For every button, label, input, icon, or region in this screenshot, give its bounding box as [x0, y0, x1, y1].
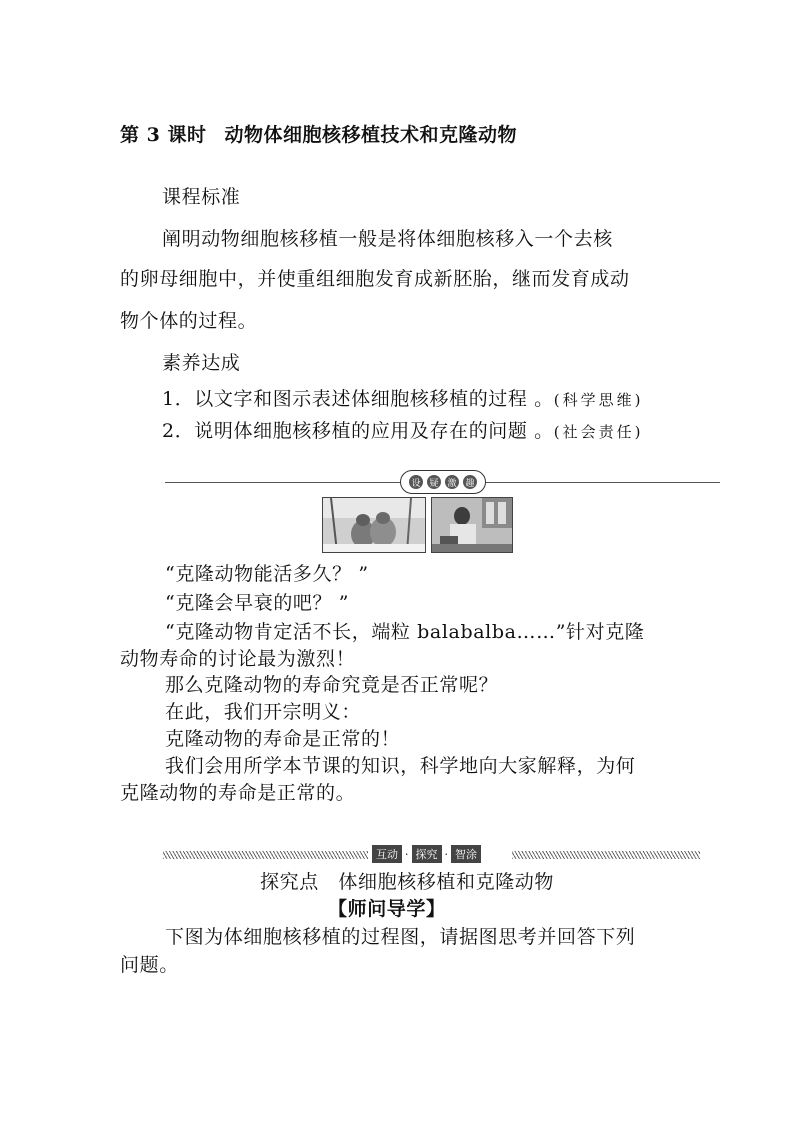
literacy-item-text: 1．以文字和图示表述体细胞核移植的过程 。	[162, 388, 554, 410]
intro-line: “克隆动物能活多久？ ”	[165, 563, 369, 585]
intro-line: “克隆动物肯定活不长，端粒 balabalba……”针对克隆	[165, 621, 645, 643]
lab-photo	[431, 497, 513, 553]
section-divider-right	[512, 851, 700, 859]
explore-title: 探究点 体细胞核移植和克隆动物	[260, 871, 555, 893]
intro-line: 在此，我们开宗明义：	[165, 701, 362, 723]
intro-line: 克隆动物的寿命是正常的。	[120, 782, 356, 804]
intro-line: 动物寿命的讨论最为激烈！	[120, 648, 356, 670]
intro-line: 我们会用所学本节课的知识，科学地向大家解释，为何	[165, 755, 636, 777]
intro-line: “克隆会早衰的吧？ ”	[165, 592, 350, 614]
section-badge: 互动 · 探究 · 智涂	[372, 845, 481, 863]
lesson-title	[120, 120, 517, 147]
intro-line: 那么克隆动物的寿命究竟是否正常呢？	[165, 674, 499, 696]
literacy-item-text: 2．说明体细胞核移植的应用及存在的问题 。	[162, 420, 554, 442]
literacy-item-tag: (社会责任)	[553, 423, 644, 441]
intro-line: 克隆动物的寿命是正常的！	[165, 728, 401, 750]
intro-badge-char: 趣	[463, 475, 477, 489]
course-standard-line: 物个体的过程。	[120, 310, 258, 332]
course-standard-heading: 课程标准	[162, 186, 241, 208]
section-badge-item: 探究	[412, 845, 442, 863]
section-badge-item: 智涂	[451, 845, 481, 863]
literacy-item-2	[162, 416, 643, 443]
lesson-number: 第 3 课时	[120, 124, 207, 146]
intro-badge-char: 激	[445, 475, 459, 489]
literacy-heading: 素养达成	[162, 352, 241, 374]
course-standard-line: 阐明动物细胞核移植一般是将体细胞核移入一个去核	[162, 228, 613, 250]
literacy-item-1	[162, 384, 643, 411]
explore-line: 下图为体细胞核移植的过程图，请据图思考并回答下列	[165, 926, 636, 948]
literacy-item-tag: (科学思维)	[553, 391, 644, 409]
intro-badge-char: 设	[409, 475, 423, 489]
explore-subheading: 【师问导学】	[328, 898, 446, 920]
lesson-name: 动物体细胞核移植技术和克隆动物	[224, 124, 517, 146]
explore-line: 问题。	[120, 954, 179, 976]
section-badge-item: 互动	[372, 845, 402, 863]
intro-badge-char: 疑	[427, 475, 441, 489]
section-divider-left	[163, 851, 368, 859]
course-standard-line: 的卵母细胞中，并使重组细胞发育成新胚胎，继而发育成动	[120, 268, 630, 290]
intro-badge	[400, 470, 486, 494]
cats-photo	[322, 497, 426, 553]
